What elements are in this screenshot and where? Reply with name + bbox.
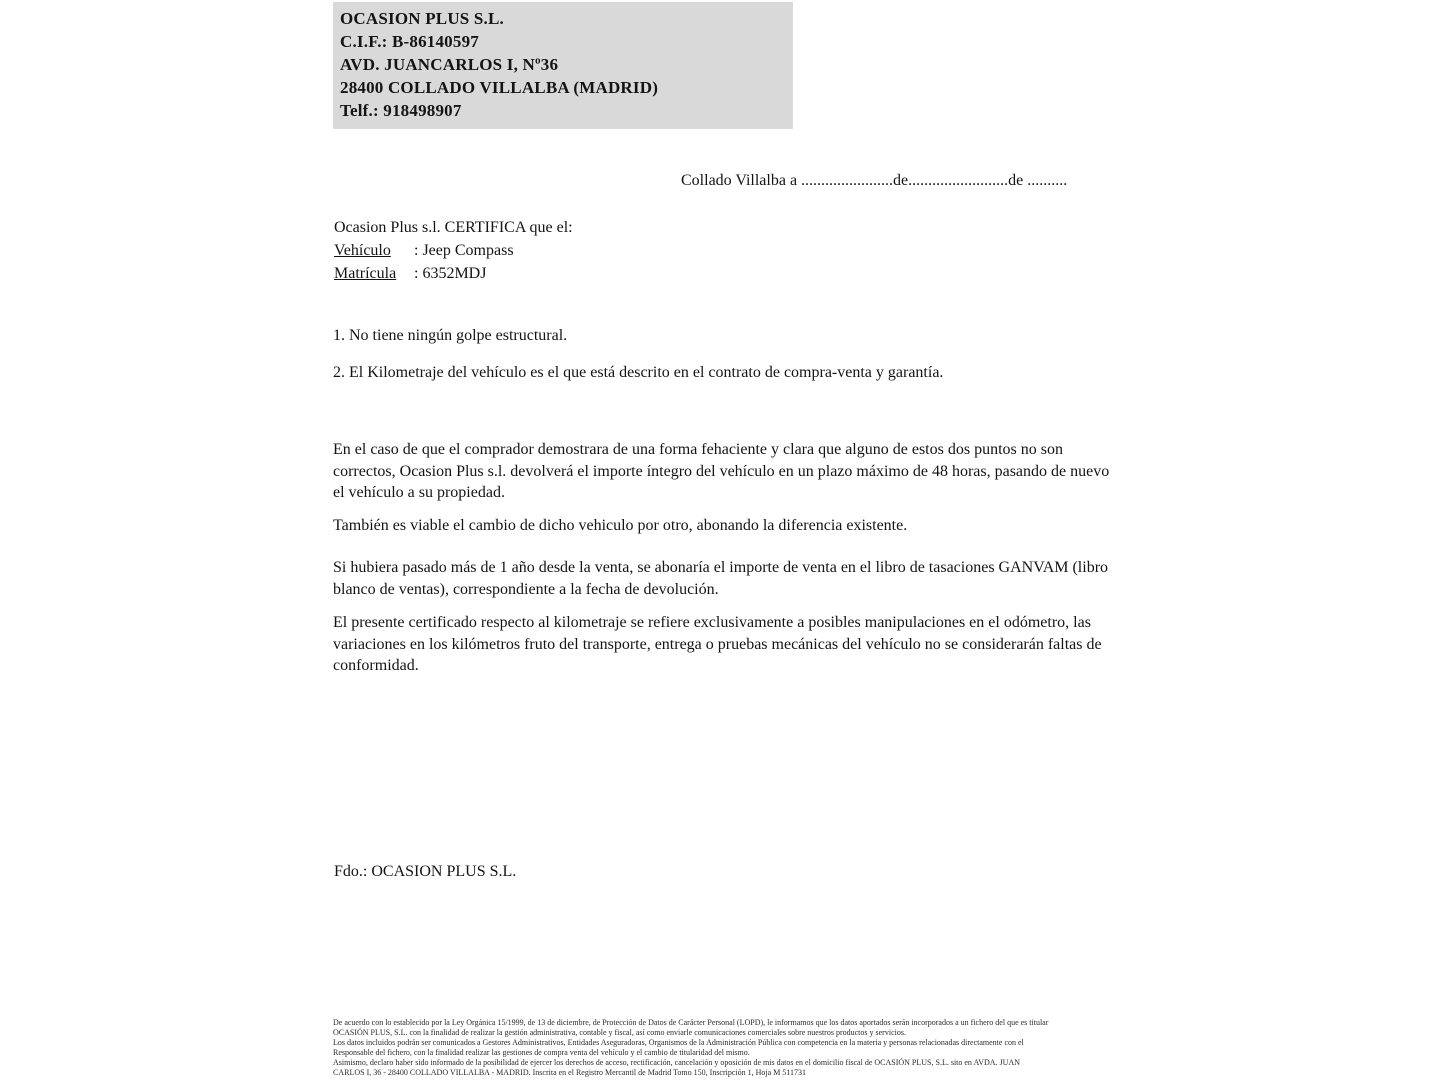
- vehicle-value: : Jeep Compass: [414, 242, 514, 259]
- paragraph-odometer: El presente certificado respecto al kilometraje se refiere exclusivamente a posibles manipulaciones en el odómetro, las variaciones en los kilómetros fruto del transporte, entrega o pruebas mecánicas del vehículo no se considerarán faltas de conformidad.: [333, 614, 1102, 674]
- certificate-block: [334, 216, 573, 285]
- vehicle-row: [334, 239, 573, 262]
- company-city: 28400 COLLADO VILLALBA (MADRID): [340, 78, 659, 97]
- company-address: AVD. JUANCARLOS I, Nº36: [340, 55, 559, 74]
- company-phone: Telf.: 918498907: [340, 101, 462, 120]
- legal-line: OCASIÓN PLUS, S.L. con la finalidad de realizar la gestión administrativa, contable y fiscal, así como enviarle comunicaciones comerciales sobre nuestros productos y servicios.: [333, 1028, 906, 1037]
- point-2: 2. El Kilometraje del vehículo es el que está descrito en el contrato de compra-venta y garantía.: [333, 364, 944, 381]
- legal-line: Asimismo, declaro haber sido informado de la posibilidad de ejercer los derechos de acceso, rectificación, cancelación y oposición de mis datos en el domicilio fiscal de OCASIÓN PLUS, S.L. sito en AVDA. JUAN: [333, 1058, 1021, 1067]
- signature-line: Fdo.: OCASION PLUS S.L.: [334, 863, 517, 880]
- company-header-box: [333, 2, 793, 129]
- company-name: OCASION PLUS S.L.: [340, 9, 504, 28]
- legal-line: Los datos incluidos podrán ser comunicados a Gestores Administrativos, Entidades Aseguradoras, Organismos de la Administración Pública con competencia en la materia y personas relacionadas directamente con el: [333, 1038, 1024, 1047]
- legal-line: Responsable del fichero, con la finalidad realizar las gestiones de compra venta del vehículo y el cambio de titularidad del mismo.: [333, 1048, 750, 1057]
- paragraph-exchange: También es viable el cambio de dicho vehiculo por otro, abonando la diferencia existente.: [333, 517, 908, 534]
- paragraph-ganvam: Si hubiera pasado más de 1 año desde la venta, se abonaría el importe de venta en el libro de tasaciones GANVAM (libro blanco de ventas), correspondiente a la fecha de devolución.: [333, 559, 1109, 598]
- paragraph-refund: En el caso de que el comprador demostrara de una forma fehaciente y clara que alguno de estos dos puntos no son correctos, Ocasion Plus s.l. devolverá el importe íntegro del vehículo en un plazo máximo de 48 horas, pasando de nuevo el vehículo a su propiedad.: [333, 441, 1110, 501]
- company-cif: C.I.F.: B-86140597: [340, 32, 479, 51]
- plate-row: [334, 262, 573, 285]
- legal-line: De acuerdo con lo establecido por la Ley Orgánica 15/1999, de 13 de diciembre, de Protección de Datos de Carácter Personal (LOPD), le informamos que los datos aportados serán incorporados a un fichero del que es titular: [333, 1018, 1049, 1027]
- plate-value: : 6352MDJ: [414, 265, 487, 282]
- certify-intro: Ocasion Plus s.l. CERTIFICA que el:: [334, 219, 573, 236]
- point-1: 1. No tiene ningún golpe estructural.: [333, 327, 568, 344]
- date-line: Collado Villalba a .......................de.........................de ..........: [681, 172, 1068, 189]
- legal-fine-print: [333, 1018, 1123, 1078]
- legal-line: CARLOS I, 36 - 28400 COLLADO VILLALBA - MADRID. Inscrita en el Registro Mercantil de Madrid Tomo 150, Inscripción 1, Hoja M 511731: [333, 1068, 807, 1077]
- vehicle-label: Vehículo: [334, 242, 391, 259]
- plate-label: Matrícula: [334, 265, 397, 282]
